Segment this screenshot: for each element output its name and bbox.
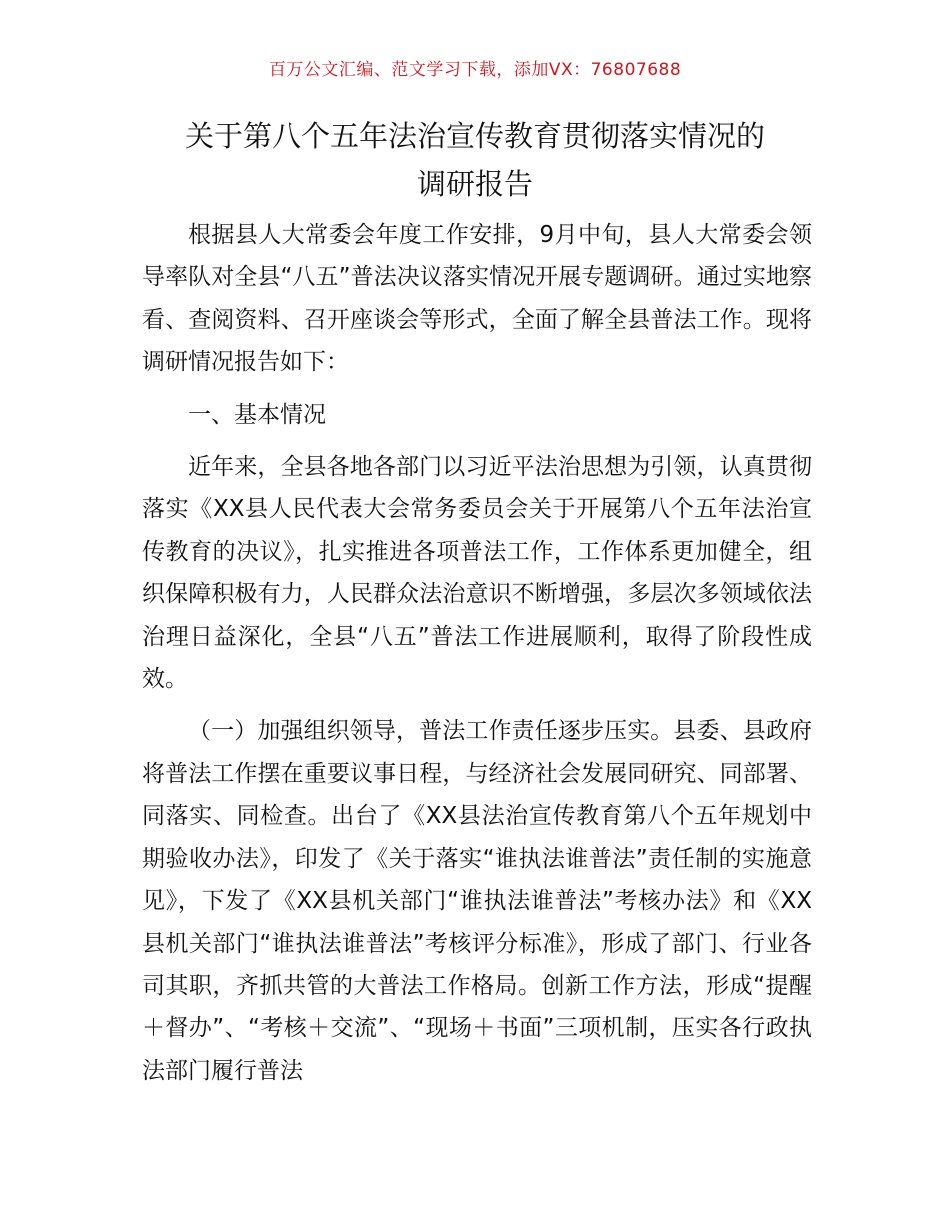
section-heading-basic-situation: 一、基本情况 <box>188 401 326 428</box>
intro-paragraph: 根据县人大常委会年度工作安排，9月中旬，县人大常委会领导率队对全县“八五”普法决议落实情况开展专题调研。通过实地察看、查阅资料、召开座谈会等形式，全面了解全县普法工作。现将调研情况报告如下： <box>142 222 812 376</box>
report-title <box>120 112 830 208</box>
item1-paragraph: （一）加强组织领导，普法工作责任逐步压实。县委、县政府将普法工作摆在重要议事日程，与经济社会发展同研究、同部署、同落实、同检查。出台了《XX县法治宣传教育第八个五年规划中期验收办法》，印发了《关于落实“谁执法谁普法”责任制的实施意见》，下发了《XX县机关部门“谁执法谁普法”考核办法》和《XX县机关部门“谁执法谁普法”考核评分标准》，形成了部门、行业各司其职，齐抓共管的大普法工作格局。创新工作方法，形成“提醒＋督办”、“考核＋交流”、“现场＋书面”三项机制，压实各行政执法部门履行普法 <box>142 718 812 1084</box>
section1-paragraph: 近年来，全县各地各部门以习近平法治思想为引领，认真贯彻落实《XX县人民代表大会常务委员会关于开展第八个五年法治宣传教育的决议》，扎实推进各项普法工作，工作体系更加健全，组织保障积极有力，人民群众法治意识不断增强，多层次多领域依法治理日益深化，全县“八五”普法工作进展顺利，取得了阶段性成效。 <box>142 454 812 693</box>
title-line-1: 关于第八个五年法治宣传教育贯彻落实情况的 <box>184 119 765 153</box>
title-line-2: 调研报告 <box>416 167 533 201</box>
report-body <box>142 214 812 1092</box>
download-banner: 百万公文汇编、范文学习下载，添加VX：76807688 <box>268 60 682 80</box>
